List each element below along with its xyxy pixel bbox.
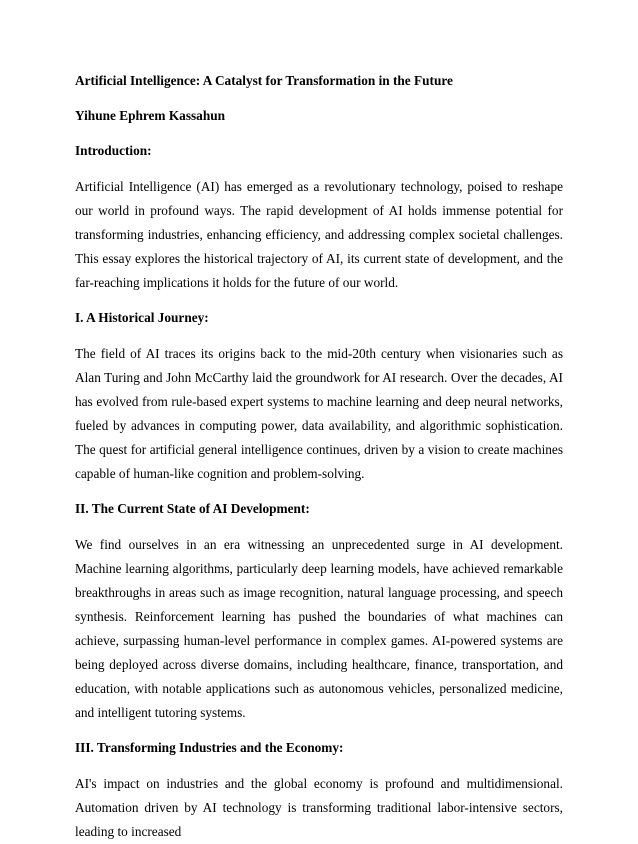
section-paragraph-transforming-industries: AI's impact on industries and the global economy is profound and multidimensional. Automation driven by AI technology is transforming traditional labor-intensive sectors, leading to increased [75,776,563,839]
introduction-paragraph: Artificial Intelligence (AI) has emerged as a revolutionary technology, poised to reshape our world in profound ways. The rapid development of AI holds immense potential for transforming industries, enhancing efficiency, and addressing complex societal challenges. This essay explores the historical trajectory of AI, its current state of development, and the far-reaching implications it holds for the future of our world. [75,179,563,290]
section-heading-transforming-industries: III. Transforming Industries and the Economy: [75,740,344,755]
introduction-heading: Introduction: [75,143,152,158]
document-title: Artificial Intelligence: A Catalyst for Transformation in the Future [75,73,453,88]
document-page [75,68,563,844]
section-heading-current-state: II. The Current State of AI Development: [75,501,310,516]
section-paragraph-current-state: We find ourselves in an era witnessing an unprecedented surge in AI development. Machine learning algorithms, particularly deep learning models, have achieved remarkable breakthroughs in areas such as image recognition, natural language processing, and speech synthesis. Reinforcement learning has pushed the boundaries of what machines can achieve, surpassing human-level performance in complex games. AI-powered systems are being deployed across diverse domains, including healthcare, finance, transportation, and education, with notable applications such as autonomous vehicles, personalized medicine, and intelligent tutoring systems. [75,537,563,720]
section-paragraph-historical-journey: The field of AI traces its origins back to the mid-20th century when visionaries such as Alan Turing and John McCarthy laid the groundwork for AI research. Over the decades, AI has evolved from rule-based expert systems to machine learning and deep neural networks, fueled by advances in computing power, data availability, and algorithmic sophistication. The quest for artificial general intelligence continues, driven by a vision to create machines capable of human-like cognition and problem-solving. [75,346,563,481]
section-heading-historical-journey: I. A Historical Journey: [75,310,209,325]
author-name: Yihune Ephrem Kassahun [75,108,226,123]
